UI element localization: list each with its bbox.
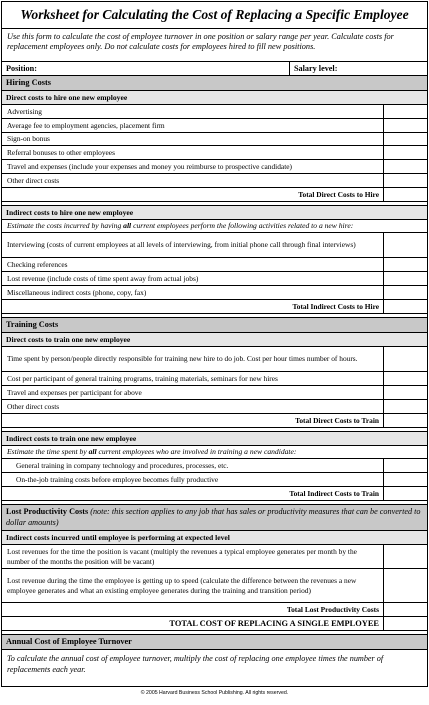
cost-input[interactable]	[383, 146, 427, 159]
annual-heading: Annual Cost of Employee Turnover	[2, 635, 427, 650]
total-label: Total Direct Costs to Hire	[298, 190, 379, 199]
cost-label: Referral bonuses to other employees	[7, 147, 115, 157]
cost-input[interactable]	[383, 569, 427, 602]
cost-label: Lost revenues for the time the position is vacant (multiply the revenues a typical employee generates per month by the number of the months the position will be vacant)	[7, 547, 357, 566]
cost-input[interactable]	[383, 545, 427, 568]
cost-input[interactable]	[383, 233, 427, 257]
cost-label: Other direct costs	[7, 175, 60, 185]
cost-input[interactable]	[383, 347, 427, 371]
cost-row	[2, 174, 427, 188]
cost-label: Average fee to employment agencies, placement firm	[7, 120, 165, 130]
total-row	[2, 603, 427, 617]
cost-row	[2, 569, 427, 603]
worksheet	[1, 1, 428, 687]
total-label: Total Indirect Costs to Hire	[292, 302, 379, 311]
cost-row	[2, 258, 427, 272]
cost-label: Miscellaneous indirect costs (phone, copy, fax)	[7, 287, 147, 297]
cost-label: Other direct costs	[7, 401, 60, 411]
total-label: Total Direct Costs to Train	[295, 416, 379, 425]
cost-label: Checking references	[7, 259, 68, 269]
cost-input[interactable]	[383, 105, 427, 118]
total-row	[2, 414, 427, 428]
total-label: Total Indirect Costs to Train	[289, 489, 379, 498]
cost-input[interactable]	[383, 133, 427, 145]
intro-text: Use this form to calculate the cost of employee turnover in one position or salary range per year. Calculate costs for replacement employees only. Do not calculate costs for employees hired to fill new positions.	[2, 29, 427, 62]
cost-label: Advertising	[7, 106, 42, 116]
total-row	[2, 188, 427, 202]
total-input[interactable]	[383, 414, 427, 427]
cost-label: Sign-on bonus	[7, 134, 50, 144]
total-row	[2, 300, 427, 314]
cost-label: Interviewing (costs of current employees at all levels of interviewing, from initial phone call through final interviews)	[7, 240, 356, 250]
total-label: Total Lost Productivity Costs	[286, 605, 379, 614]
cost-row	[2, 545, 427, 569]
total-row	[2, 487, 427, 501]
copyright: © 2005 Harvard Business School Publishing. All rights reserved.	[140, 690, 289, 696]
productivity-sub-heading: Indirect costs incurred until employee is performing at expected level	[2, 531, 427, 545]
cost-input[interactable]	[383, 400, 427, 413]
cost-label: Cost per participant of general training programs, training materials, seminars for new hires	[7, 373, 278, 383]
hiring-direct-heading: Direct costs to hire one new employee	[2, 91, 427, 105]
cost-input[interactable]	[383, 160, 427, 173]
cost-row	[2, 459, 427, 473]
cost-row	[2, 233, 427, 258]
cost-row	[2, 272, 427, 286]
cost-input[interactable]	[383, 272, 427, 285]
cost-row	[2, 473, 427, 487]
cost-input[interactable]	[383, 473, 427, 486]
cost-row	[2, 133, 427, 146]
hiring-indirect-note: Estimate the costs incurred by having all current employees perform the following activities related to a new hire:	[2, 220, 427, 233]
cost-label: Time spent by person/people directly responsible for training new hire to do job. Cost per hour times number of hours.	[7, 354, 358, 364]
cost-input[interactable]	[383, 258, 427, 271]
hiring-indirect-heading: Indirect costs to hire one new employee	[2, 206, 427, 220]
total-input[interactable]	[383, 188, 427, 201]
training-heading: Training Costs	[2, 318, 427, 333]
cost-row	[2, 347, 427, 372]
cost-label: Travel and expenses (include your expenses and money you reimburse to prospective candidate)	[7, 161, 293, 171]
hiring-heading: Hiring Costs	[2, 76, 427, 91]
cost-input[interactable]	[383, 286, 427, 299]
cost-input[interactable]	[383, 174, 427, 187]
cost-row	[2, 372, 427, 386]
position-row	[2, 62, 427, 76]
cost-row	[2, 146, 427, 160]
cost-row	[2, 160, 427, 174]
cost-row	[2, 286, 427, 300]
total-input[interactable]	[383, 603, 427, 616]
cost-label: Lost revenue (include costs of time spent away from actual jobs)	[7, 273, 199, 283]
annual-text: To calculate the annual cost of employee turnover, multiply the cost of replacing one employee times the number of replacements each year.	[7, 654, 384, 674]
cost-input[interactable]	[383, 459, 427, 472]
cost-input[interactable]	[383, 119, 427, 132]
worksheet-title: Worksheet for Calculating the Cost of Replacing a Specific Employee	[2, 2, 427, 29]
salary-label: Salary level:	[294, 64, 338, 73]
total-input[interactable]	[383, 487, 427, 500]
position-label: Position:	[6, 64, 37, 73]
cost-input[interactable]	[383, 372, 427, 385]
cost-label: General training in company technology and procedures, processes, etc.	[16, 460, 229, 470]
grand-total-row	[2, 617, 427, 631]
cost-row	[2, 105, 427, 119]
cost-row	[2, 119, 427, 133]
cost-label: Lost revenue during the time the employee is getting up to speed (calculate the difference between the revenues a new employee generates and what an existing employee generates during the training and transition period)	[7, 576, 357, 595]
productivity-heading: Lost Productivity Costs (note: this section applies to any job that has sales or productivity measures that can be converted to dollar amounts)	[2, 505, 427, 531]
salary-field[interactable]	[290, 62, 337, 75]
grand-total-input[interactable]	[383, 617, 427, 630]
total-input[interactable]	[383, 300, 427, 313]
grand-total-label: TOTAL COST OF REPLACING A SINGLE EMPLOYEE	[169, 619, 379, 628]
cost-label: Travel and expenses per participant for above	[7, 387, 142, 397]
cost-row	[2, 400, 427, 414]
cost-row	[2, 386, 427, 400]
cost-label: On-the-job training costs before employee becomes fully productive	[16, 474, 219, 484]
cost-input[interactable]	[383, 386, 427, 399]
training-indirect-heading: Indirect costs to train one new employee	[2, 432, 427, 446]
position-field[interactable]	[2, 62, 290, 75]
training-indirect-note: Estimate the time spent by all current employees who are involved in training a new candidate:	[2, 446, 427, 459]
training-direct-heading: Direct costs to train one new employee	[2, 333, 427, 347]
